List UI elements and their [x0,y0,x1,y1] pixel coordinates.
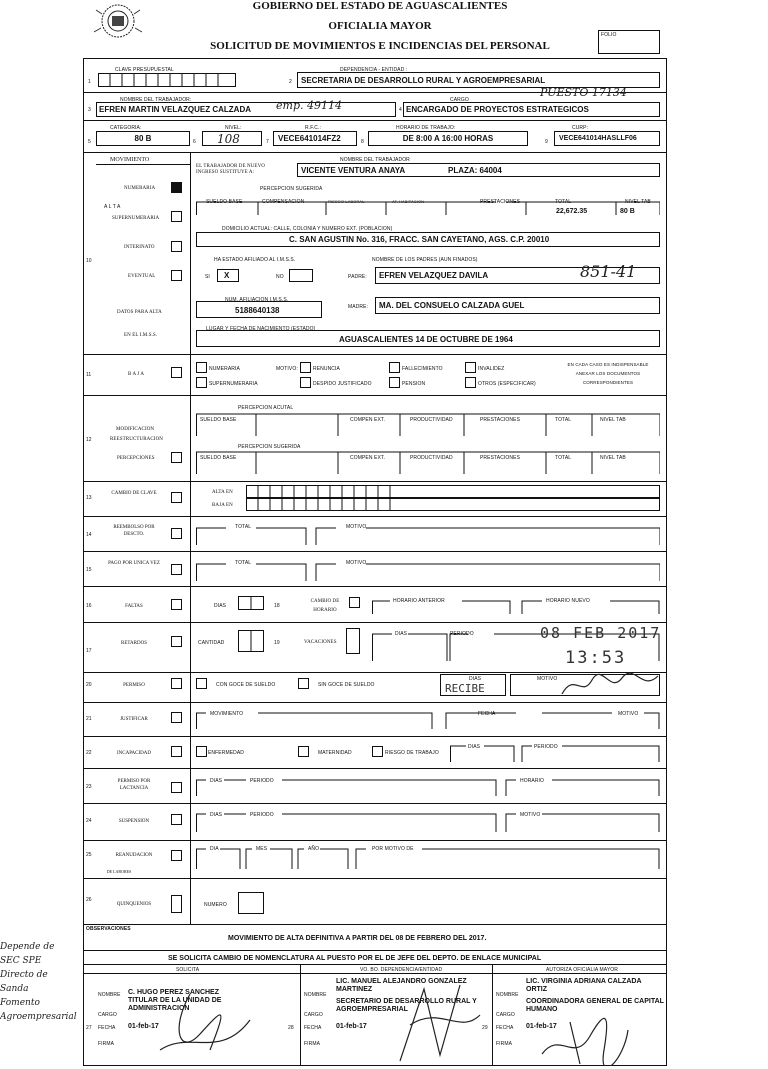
baja-renuncia-checkbox[interactable] [300,362,311,373]
imss-no-box[interactable] [289,269,313,282]
justificar-lines [196,709,660,731]
handwritten-number: 851-41 [580,262,637,281]
solicita-cargo: TITULAR DE LA UNIDAD DE ADMINISTRACION [128,997,222,1012]
madre-field[interactable]: MA. DEL CONSUELO CALZADA GUEL [375,297,660,314]
alta-interinato-checkbox[interactable] [171,241,182,252]
signature-scribble [560,668,660,700]
permiso-motivo-box[interactable]: MOTIVO [510,674,660,696]
reanudacion-checkbox[interactable] [171,850,182,861]
vobo-fecha: 01-feb-17 [336,1023,367,1030]
permiso-con-goce-checkbox[interactable] [196,678,207,689]
imss-si-box[interactable]: X [217,269,239,282]
categoria-field[interactable]: 80 B [96,131,190,146]
clave-presupuestal-boxes[interactable] [98,73,236,87]
cambio-horario-checkbox[interactable] [349,597,360,608]
justificar-checkbox[interactable] [171,712,182,723]
vobo-cargo: SECRETARIO DE DESARROLLO RURAL Y AGROEMPRESARIAL [336,998,477,1013]
dependencia-field[interactable]: SECRETARIA DE DESARROLLO RURAL Y AGROEMPRESARIAL [297,72,660,88]
form-title: SOLICITUD DE MOVIMIENTOS E INCIDENCIAS DEL PERSONAL [210,40,550,52]
folio-box[interactable]: FOLIO [598,30,660,54]
quinquenios-checkbox[interactable] [171,895,182,913]
puesto-handwritten: PUESTO 17134 [540,86,627,99]
incapacidad-maternidad-checkbox[interactable] [298,746,309,757]
baja-fallecimiento-checkbox[interactable] [389,362,400,373]
observaciones-line-2: SE SOLICITA CAMBIO DE NOMENCLATURA AL PUESTO POR EL DE JEFE DEL DEPTO. DE ENLACE MUNICIPAL [168,955,542,962]
baja-checkbox[interactable] [171,367,182,378]
vobo-nombre: LIC. MANUEL ALEJANDRO GONZALEZ MARTINEZ [336,978,467,993]
imss-number-field[interactable]: 5188640138 [196,301,322,318]
curp-field[interactable]: VECE641014HASLLF06 [554,131,660,146]
received-time-stamp: 13:53 [565,648,627,668]
observaciones-line-1: MOVIMIENTO DE ALTA DEFINITIVA A PARTIR DEL 08 DE FEBRERO DEL 2017. [228,935,487,942]
seal-logo [88,2,148,40]
pago-unica-vez-checkbox[interactable] [171,564,182,575]
modificacion-checkbox[interactable] [171,452,182,463]
cambio-clave-boxes[interactable] [246,485,660,511]
cargo-field[interactable]: ENCARGADO DE PROYECTOS ESTRATEGICOS [403,102,660,117]
suspension-checkbox[interactable] [171,814,182,825]
cambio-clave-checkbox[interactable] [171,492,182,503]
received-date-stamp: 08 FEB 2017 [540,624,662,642]
horario-lines [372,594,660,616]
nombre-trabajador-field[interactable]: EFREN MARTIN VELAZQUEZ CALZADA [96,102,396,117]
baja-despido-checkbox[interactable] [300,377,311,388]
autoriza-fecha: 01-feb-17 [526,1023,557,1030]
lactancia-checkbox[interactable] [171,782,182,793]
permiso-sin-goce-checkbox[interactable] [298,678,309,689]
margin-note: Depende de SEC SPE Directo de Sanda Fomento Agroempresarial [0,942,77,1022]
rfc-field[interactable]: VECE641014FZ2 [273,131,357,146]
baja-numeraria-checkbox[interactable] [196,362,207,373]
emp-handwritten: emp. 49114 [276,99,342,112]
gov-title: GOBIERNO DEL ESTADO DE AGUASCALIENTES [252,0,508,12]
signature-autoriza [540,1010,630,1066]
reembolso-checkbox[interactable] [171,528,182,539]
padre-field[interactable]: EFREN VELAZQUEZ DAVILA [375,267,660,284]
baja-note: EN CADA CASO ES INDISPENSABLE ANEXAR LOS DOCUMENTOS CORRESPONDIENTES [567,362,649,385]
signature-solicita [150,990,260,1060]
baja-otros-checkbox[interactable] [465,377,476,388]
domicilio-field[interactable]: C. SAN AGUSTIN No. 316, FRACC. SAN CAYETANO, AGS. C.P. 20010 [196,232,660,247]
baja-invalidez-checkbox[interactable] [465,362,476,373]
sustituye-field[interactable]: VICENTE VENTURA ANAYA PLAZA: 64004 [297,163,660,177]
signature-vobo [380,975,490,1065]
nivel-field[interactable]: 108 [202,131,262,146]
alta-numeraria-checkbox[interactable] [171,182,182,193]
faltas-dias-boxes[interactable] [238,596,264,610]
alta-supernumeraria-checkbox[interactable] [171,211,182,222]
horario-field[interactable]: DE 8:00 A 16:00 HORAS [368,131,528,146]
incapacidad-riesgo-checkbox[interactable] [372,746,383,757]
permiso-dias-box[interactable]: DIAS RECIBE [440,674,506,696]
vacaciones-box[interactable] [346,628,360,654]
baja-supernumeraria-checkbox[interactable] [196,377,207,388]
reembolso-lines [196,527,660,547]
solicita-fecha: 01-feb-17 [128,1023,159,1030]
solicita-nombre: C. HUGO PEREZ SANCHEZ [128,989,220,996]
permiso-checkbox[interactable] [171,678,182,689]
quinquenios-numero-box[interactable] [238,892,264,914]
incapacidad-enfermedad-checkbox[interactable] [196,746,207,757]
lugar-nacimiento-field[interactable]: AGUASCALIENTES 14 DE OCTUBRE DE 1964 [196,330,660,347]
incapacidad-checkbox[interactable] [171,746,182,757]
baja-pension-checkbox[interactable] [389,377,400,388]
autoriza-nombre: LIC. VIRGINIA ADRIANA CALZADA ORTIZ [526,978,642,993]
office-title: OFICIALIA MAYOR [328,20,432,32]
alta-eventual-checkbox[interactable] [171,270,182,281]
pago-lines [196,563,660,583]
retardos-checkbox[interactable] [171,636,182,647]
autoriza-cargo: COORDINADORA GENERAL DE CAPITAL HUMANO [526,998,664,1013]
retardos-cantidad-boxes[interactable] [238,630,264,652]
faltas-checkbox[interactable] [171,599,182,610]
